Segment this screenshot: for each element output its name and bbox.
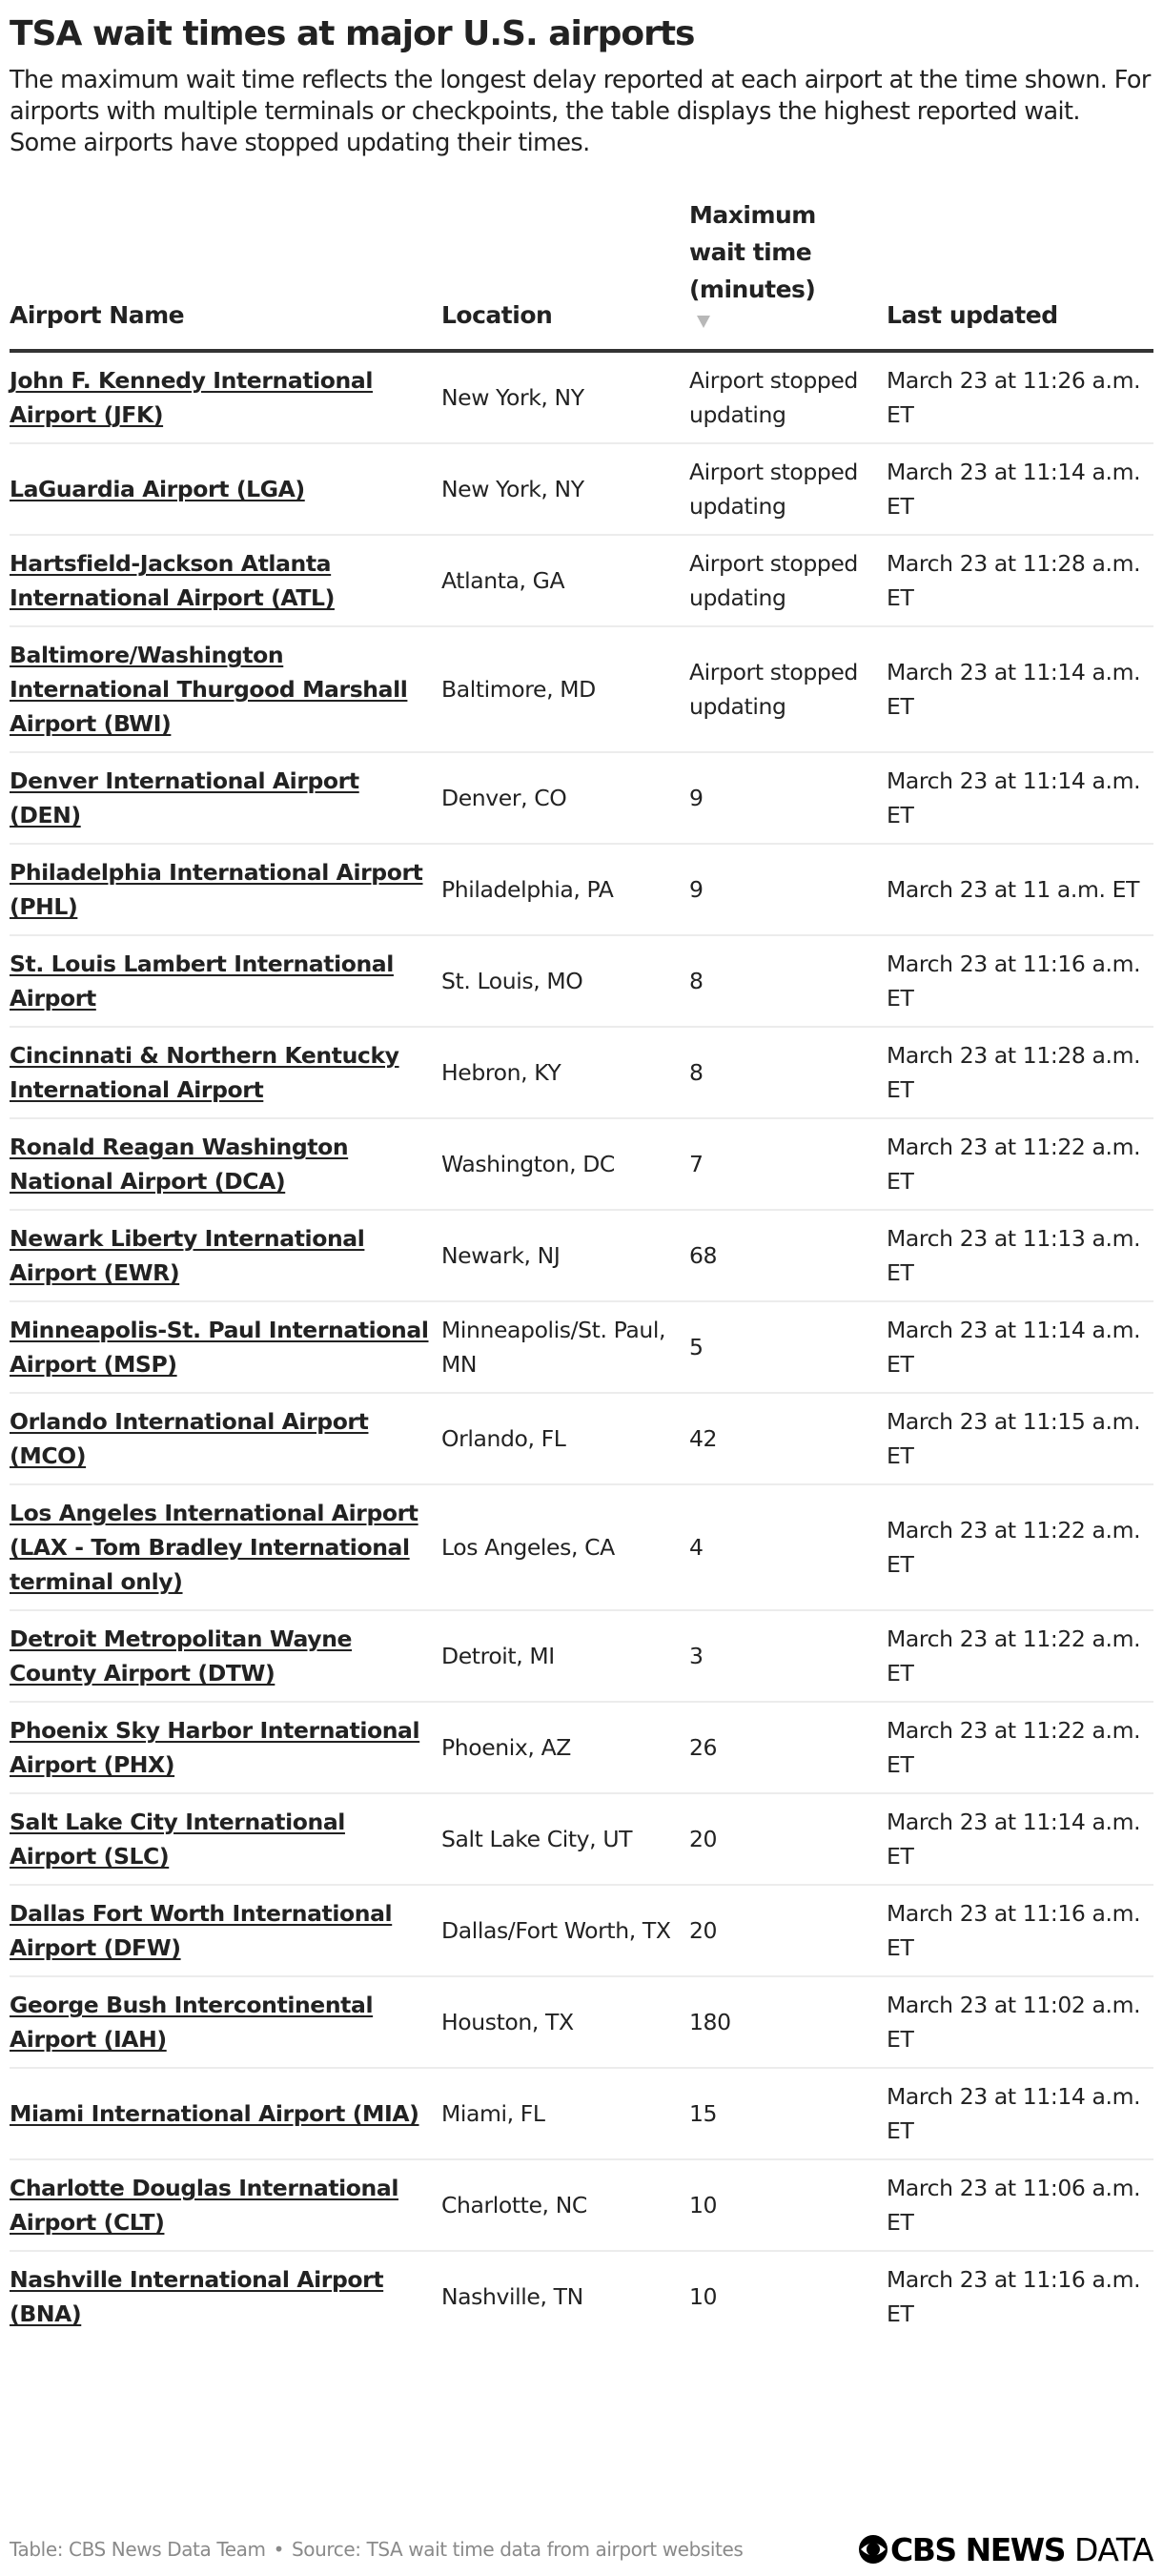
table-row <box>10 1976 1153 2068</box>
cell-last-updated: March 23 at 11:06 a.m. ET <box>887 2159 1153 2251</box>
cell-airport-name <box>10 1393 441 1484</box>
cell-location: Salt Lake City, UT <box>441 1793 689 1885</box>
cell-airport-name <box>10 1027 441 1118</box>
airport-link[interactable]: Los Angeles International Airport (LAX - Tom Bradley International terminal only) <box>10 1500 418 1595</box>
cell-airport-name <box>10 1885 441 1976</box>
logo-text-light: DATA <box>1073 2530 1153 2568</box>
cbs-eye-icon <box>858 2534 888 2565</box>
table-row <box>10 1702 1153 1793</box>
airport-link[interactable]: Orlando International Airport (MCO) <box>10 1408 369 1469</box>
column-header-last-updated[interactable] <box>887 196 1153 351</box>
cell-airport-name <box>10 1793 441 1885</box>
cell-last-updated: March 23 at 11:22 a.m. ET <box>887 1702 1153 1793</box>
cell-last-updated: March 23 at 11:14 a.m. ET <box>887 752 1153 844</box>
cell-max-wait: 42 <box>689 1393 887 1484</box>
cell-max-wait: Airport stopped updating <box>689 443 887 535</box>
cell-last-updated: March 23 at 11:22 a.m. ET <box>887 1118 1153 1210</box>
cell-last-updated: March 23 at 11:28 a.m. ET <box>887 535 1153 626</box>
cell-max-wait: 4 <box>689 1484 887 1610</box>
table-row <box>10 351 1153 443</box>
cell-max-wait: 8 <box>689 935 887 1027</box>
cbs-news-data-logo <box>858 2531 1153 2568</box>
airport-link[interactable]: Charlotte Douglas International Airport (CLT) <box>10 2175 398 2236</box>
cell-last-updated: March 23 at 11:28 a.m. ET <box>887 1027 1153 1118</box>
airport-link[interactable]: Salt Lake City International Airport (SLC) <box>10 1809 345 1870</box>
airport-link[interactable]: Detroit Metropolitan Wayne County Airport (DTW) <box>10 1625 353 1687</box>
cell-location: New York, NY <box>441 443 689 535</box>
cell-location: St. Louis, MO <box>441 935 689 1027</box>
airport-link[interactable]: John F. Kennedy International Airport (JFK) <box>10 367 373 428</box>
table-row <box>10 1210 1153 1301</box>
table-body <box>10 351 1153 2341</box>
cell-last-updated: March 23 at 11:14 a.m. ET <box>887 443 1153 535</box>
cell-location: Los Angeles, CA <box>441 1484 689 1610</box>
table-row <box>10 1885 1153 1976</box>
table-row <box>10 1393 1153 1484</box>
cell-last-updated: March 23 at 11:22 a.m. ET <box>887 1484 1153 1610</box>
table-row <box>10 1484 1153 1610</box>
cell-max-wait: Airport stopped updating <box>689 535 887 626</box>
cell-last-updated: March 23 at 11:14 a.m. ET <box>887 1301 1153 1393</box>
cell-max-wait: 180 <box>689 1976 887 2068</box>
cell-last-updated: March 23 at 11:14 a.m. ET <box>887 2068 1153 2159</box>
cell-max-wait: 5 <box>689 1301 887 1393</box>
column-header-max-wait[interactable] <box>689 196 887 351</box>
footer-note <box>10 2538 743 2561</box>
airport-link[interactable]: Miami International Airport (MIA) <box>10 2100 419 2127</box>
cell-max-wait: 68 <box>689 1210 887 1301</box>
cell-max-wait: 3 <box>689 1610 887 1702</box>
table-row <box>10 535 1153 626</box>
airport-link[interactable]: Denver International Airport (DEN) <box>10 767 359 828</box>
cell-last-updated: March 23 at 11:13 a.m. ET <box>887 1210 1153 1301</box>
cell-max-wait: 20 <box>689 1885 887 1976</box>
table-row <box>10 2159 1153 2251</box>
table-row <box>10 935 1153 1027</box>
cell-last-updated: March 23 at 11:16 a.m. ET <box>887 935 1153 1027</box>
airport-link[interactable]: Newark Liberty International Airport (EWR) <box>10 1225 365 1286</box>
page-description: The maximum wait time reflects the longest delay reported at each airport at the time shown. For airports with multiple terminals or checkpoints, the table displays the highest reported wait. Some airports have stopped updating their times. <box>10 66 1151 157</box>
table-header-row <box>10 196 1153 351</box>
table-row <box>10 1793 1153 1885</box>
cell-max-wait: 8 <box>689 1027 887 1118</box>
logo-text-bold: CBS NEWS <box>890 2530 1065 2568</box>
cell-max-wait: 26 <box>689 1702 887 1793</box>
airport-link[interactable]: St. Louis Lambert International Airport <box>10 951 394 1012</box>
footer <box>10 2528 1153 2570</box>
airport-link[interactable]: George Bush Intercontinental Airport (IAH) <box>10 1992 374 2053</box>
column-header-label: Maximum wait time (minutes) <box>689 201 816 303</box>
cell-airport-name <box>10 935 441 1027</box>
table-row <box>10 1301 1153 1393</box>
cell-location: Baltimore, MD <box>441 626 689 752</box>
cell-max-wait: Airport stopped updating <box>689 626 887 752</box>
cell-airport-name <box>10 1610 441 1702</box>
cell-airport-name <box>10 2251 441 2341</box>
cell-max-wait: 15 <box>689 2068 887 2159</box>
column-header-airport-name[interactable] <box>10 196 441 351</box>
footer-source: Source: TSA wait time data from airport websites <box>291 2538 744 2561</box>
cell-max-wait: 9 <box>689 752 887 844</box>
cell-location: Hebron, KY <box>441 1027 689 1118</box>
cell-airport-name <box>10 2159 441 2251</box>
table-row <box>10 2068 1153 2159</box>
cell-location: Houston, TX <box>441 1976 689 2068</box>
cell-airport-name <box>10 351 441 443</box>
airport-link[interactable]: Ronald Reagan Washington National Airport (DCA) <box>10 1134 349 1195</box>
cell-last-updated: March 23 at 11:15 a.m. ET <box>887 1393 1153 1484</box>
cell-last-updated: March 23 at 11 a.m. ET <box>887 844 1153 935</box>
cell-location: Orlando, FL <box>441 1393 689 1484</box>
cell-last-updated: March 23 at 11:14 a.m. ET <box>887 626 1153 752</box>
cell-max-wait: 10 <box>689 2283 718 2310</box>
cell-max-wait: 9 <box>689 844 887 935</box>
airport-link[interactable]: LaGuardia Airport (LGA) <box>10 476 305 502</box>
cell-last-updated: March 23 at 11:22 a.m. ET <box>887 1610 1153 1702</box>
cell-location: Detroit, MI <box>441 1610 689 1702</box>
table-row <box>10 443 1153 535</box>
table-row <box>10 626 1153 752</box>
cell-airport-name <box>10 1210 441 1301</box>
page-title: TSA wait times at major U.S. airports <box>10 14 695 53</box>
column-header-label: Location <box>441 301 553 329</box>
footer-credit: Table: CBS News Data Team <box>10 2538 266 2561</box>
cell-location: Newark, NJ <box>441 1210 689 1301</box>
airport-wait-table <box>10 196 1153 2341</box>
footer-separator: • <box>273 2538 284 2561</box>
column-header-label: Airport Name <box>10 301 185 329</box>
table-row <box>10 844 1153 935</box>
table-row <box>10 1027 1153 1118</box>
sort-descending-icon[interactable] <box>697 316 710 328</box>
cell-airport-name <box>10 1301 441 1393</box>
cell-location: Washington, DC <box>441 1118 689 1210</box>
cell-last-updated: March 23 at 11:16 a.m. ET <box>887 1885 1153 1976</box>
cell-airport-name <box>10 2068 441 2159</box>
cell-airport-name <box>10 1702 441 1793</box>
airport-link[interactable]: Philadelphia International Airport (PHL) <box>10 859 423 920</box>
airport-link[interactable]: Nashville International Airport (BNA) <box>10 2266 384 2327</box>
table-row <box>10 752 1153 844</box>
column-header-location[interactable] <box>441 196 689 351</box>
cell-location: Atlanta, GA <box>441 535 689 626</box>
cell-location: Dallas/Fort Worth, TX <box>441 1885 689 1976</box>
airport-link[interactable]: Baltimore/Washington International Thurgood Marshall Airport (BWI) <box>10 642 408 737</box>
cell-airport-name <box>10 1484 441 1610</box>
cell-location: Miami, FL <box>441 2068 689 2159</box>
cell-max-wait: 10 <box>689 2159 887 2251</box>
cell-airport-name <box>10 844 441 935</box>
cell-last-updated: March 23 at 11:02 a.m. ET <box>887 1976 1153 2068</box>
cell-location: Charlotte, NC <box>441 2159 689 2251</box>
cell-location: Denver, CO <box>441 752 689 844</box>
cell-max-wait: Airport stopped updating <box>689 351 887 443</box>
airport-link[interactable]: Dallas Fort Worth International Airport (DFW) <box>10 1900 393 1961</box>
cell-airport-name <box>10 626 441 752</box>
cell-last-updated: March 23 at 11:16 a.m. ET <box>887 2266 1141 2327</box>
airport-link[interactable]: Phoenix Sky Harbor International Airport (PHX) <box>10 1717 420 1778</box>
cell-location: Phoenix, AZ <box>441 1702 689 1793</box>
cell-last-updated: March 23 at 11:26 a.m. ET <box>887 351 1153 443</box>
cell-location: New York, NY <box>441 351 689 443</box>
cell-airport-name <box>10 752 441 844</box>
cell-last-updated: March 23 at 11:14 a.m. ET <box>887 1793 1153 1885</box>
cell-max-wait: 20 <box>689 1793 887 1885</box>
cell-airport-name <box>10 1976 441 2068</box>
cell-max-wait: 7 <box>689 1118 887 1210</box>
cell-location: Nashville, TN <box>441 2283 583 2310</box>
cell-airport-name <box>10 535 441 626</box>
table-row <box>10 2251 1153 2341</box>
airport-link[interactable]: Hartsfield-Jackson Atlanta International Airport (ATL) <box>10 550 335 611</box>
column-header-label: Last updated <box>887 301 1058 329</box>
airport-link[interactable]: Minneapolis-St. Paul International Airport (MSP) <box>10 1317 429 1378</box>
table-row <box>10 1610 1153 1702</box>
cell-location: Minneapolis/St. Paul, MN <box>441 1301 689 1393</box>
table-row <box>10 1118 1153 1210</box>
cell-location: Philadelphia, PA <box>441 844 689 935</box>
cell-airport-name <box>10 1118 441 1210</box>
cell-airport-name <box>10 443 441 535</box>
airport-link[interactable]: Cincinnati & Northern Kentucky International Airport <box>10 1042 399 1103</box>
